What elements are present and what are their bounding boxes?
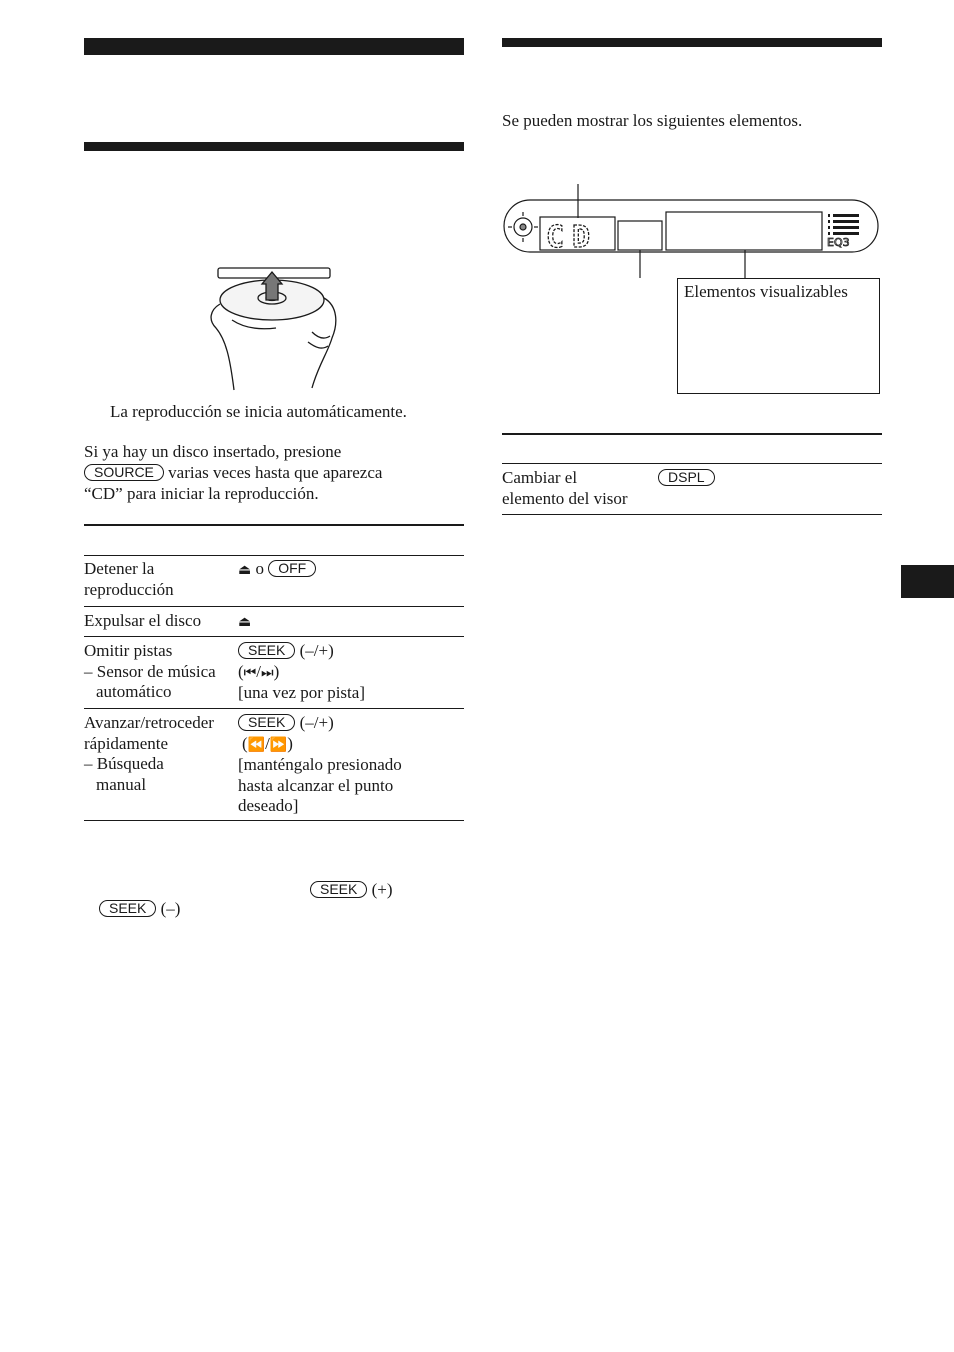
- right-table-bottom-rule: [502, 514, 882, 515]
- middle-area: [618, 221, 662, 250]
- fast-forward-icon: ⏩: [269, 736, 288, 753]
- footer-seek-plus: SEEK (+): [310, 880, 393, 900]
- source-instruction-line-2: [84, 463, 382, 483]
- left-heading-bar-top: [84, 38, 464, 55]
- eject-icon: ⏏: [238, 562, 252, 578]
- section-edge-tab: [901, 565, 954, 598]
- table-row-skip-label: Omitir pistas – Sensor de música automático: [84, 641, 216, 701]
- hand-left-edge: [211, 304, 234, 390]
- right-heading-bar: [502, 38, 882, 47]
- seek-key: SEEK: [99, 900, 156, 917]
- table-row-rule-3: [84, 708, 464, 709]
- eq-level-icon: [828, 214, 859, 235]
- rewind-icon: ⏪: [247, 736, 266, 753]
- table-row-stop-action: ⏏ o OFF: [238, 559, 316, 581]
- change-display-action: [658, 468, 715, 489]
- left-heading-bar-second: [84, 142, 464, 151]
- table-top-rule-thick: [84, 524, 464, 526]
- seek-key: SEEK: [310, 881, 367, 898]
- skip-next-icon: ⏭: [261, 664, 274, 681]
- table-row-eject-action: [238, 611, 251, 633]
- cd-insert-illustration: [200, 262, 350, 394]
- right-table-header-rule: [502, 463, 882, 464]
- eq-label: EQ3: [827, 236, 850, 249]
- table-row-rule-1: [84, 606, 464, 607]
- displayable-items-label: Elementos visualizables: [684, 282, 848, 301]
- display-panel-illustration: [500, 180, 885, 280]
- seek-key: SEEK: [238, 642, 295, 659]
- table-header-rule: [84, 555, 464, 556]
- footer-seek-minus: SEEK (–): [99, 899, 180, 919]
- table-bottom-rule: [84, 820, 464, 821]
- source-instruction-line-1: Si ya hay un disco insertado, presione: [84, 442, 342, 461]
- right-table-top-rule: [502, 433, 882, 435]
- skip-previous-icon: ⏮: [243, 664, 257, 681]
- table-row-eject-label: Expulsar el disco: [84, 611, 202, 630]
- dspl-key: DSPL: [658, 469, 715, 486]
- text-area: [666, 212, 822, 250]
- eject-icon: ⏏: [238, 614, 252, 630]
- source-instruction-rest: varias veces hasta que aparezca: [163, 463, 383, 482]
- table-row-search-action: SEEK (–/+) (⏪/⏩) [manténgalo presionado hasta alcanzar el punto deseado]: [238, 713, 402, 815]
- source-instruction-line-3: “CD” para iniciar la reproducción.: [84, 484, 319, 503]
- table-row-stop-label: Detener la reproducción: [84, 559, 174, 599]
- displayable-items-box: [677, 278, 880, 394]
- off-key: OFF: [268, 560, 316, 577]
- playback-caption: La reproducción se inicia automáticamente.: [110, 402, 407, 421]
- display-source-text: CD: [546, 220, 599, 255]
- table-row-rule-2: [84, 636, 464, 637]
- table-row-skip-action: SEEK (–/+) (⏮/⏭) [una vez por pista]: [238, 641, 365, 702]
- change-display-label: Cambiar el elemento del visor: [502, 468, 628, 508]
- source-key: SOURCE: [84, 464, 164, 481]
- seek-key: SEEK: [238, 714, 295, 731]
- table-row-search-label: Avanzar/retroceder rápidamente – Búsqueda manual: [84, 713, 214, 794]
- display-intro: Se pueden mostrar los siguientes elementos.: [502, 111, 803, 130]
